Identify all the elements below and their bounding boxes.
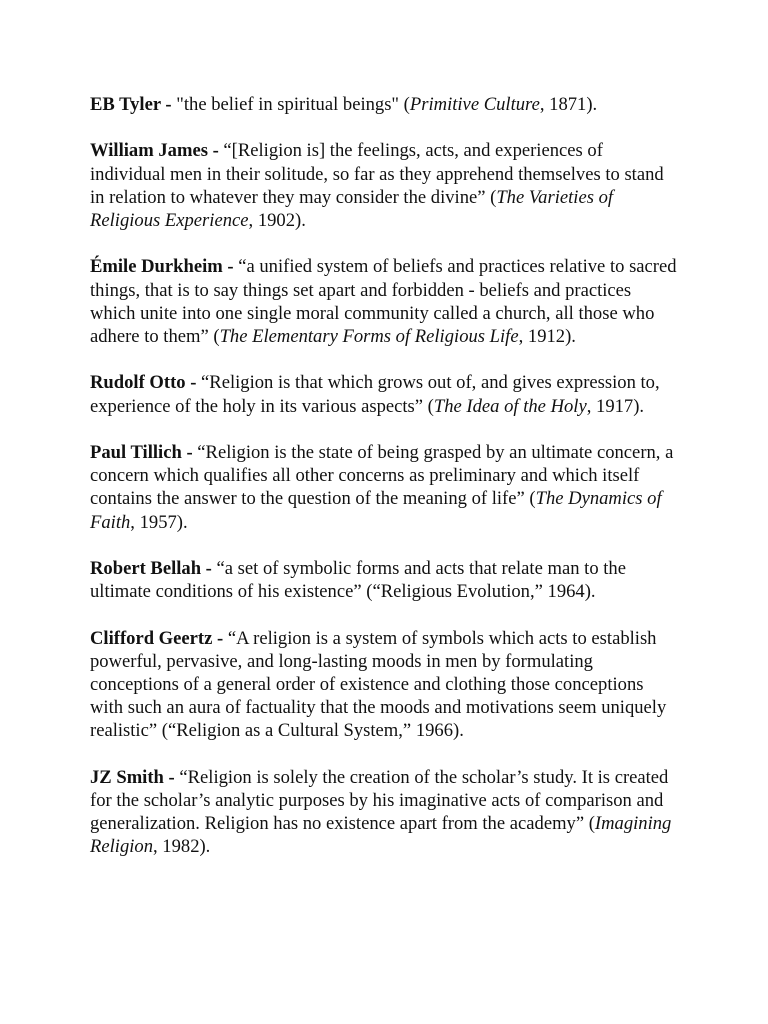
author-name: Paul Tillich -: [90, 441, 198, 463]
definition-entry-tillich: [90, 441, 678, 534]
definition-quote: “Religion is the state of being grasped by an ultimate concern, a concern which qualifies all other concerns as preliminary and which itself contains the answer to the question of the meaning of life” (: [90, 441, 674, 510]
definition-quote: “a unified system of beliefs and practices relative to sacred things, that is to say things set apart and forbidden - beliefs and practices which unite into one single moral community called a church, all those who adhere to them” (: [90, 256, 677, 347]
work-title: The Idea of the Holy: [433, 395, 587, 417]
citation-year: , 1871).: [539, 94, 598, 115]
definition-quote: “Religion is solely the creation of the scholar’s study. It is created for the scholar’s analytic purposes by his imaginative acts of comparison and generalization. Religion has no existence apart from the academy” (: [90, 766, 669, 835]
citation-year: , 1957).: [130, 511, 188, 533]
definition-entry-smith: [90, 766, 678, 859]
definition-entry-otto: [90, 371, 678, 417]
citation-year: , 1982).: [153, 836, 211, 858]
citation-year: , 1917).: [586, 395, 645, 417]
author-name: JZ Smith -: [90, 766, 180, 788]
definition-quote: “A religion is a system of symbols which acts to establish powerful, pervasive, and long-lasting moods in men by formulating conceptions of a general order of existence and clothing those conceptions with such an aura of factuality that the moods and motivations seem uniquely realistic” (“Religion as a Cultural System,” 1966).: [90, 627, 667, 742]
definition-entry-geertz: [90, 627, 678, 743]
citation-year: , 1912).: [518, 326, 576, 347]
work-title: The Dynamics of Faith: [90, 488, 662, 533]
work-title: The Elementary Forms of Religious Life: [219, 326, 519, 347]
definition-entry-james: [90, 139, 678, 232]
definition-quote: “a set of symbolic forms and acts that relate man to the ultimate conditions of his existence” (“Religious Evolution,” 1964).: [90, 557, 626, 603]
definition-entry-bellah: [90, 557, 678, 603]
definition-quote: “[Religion is] the feelings, acts, and experiences of individual men in their solitude, so far as they apprehend themselves to stand in relation to whatever they may consider the divine” (: [90, 140, 664, 208]
definition-quote: "the belief in spiritual beings" (: [176, 94, 410, 115]
work-title: Imagining Religion: [90, 813, 672, 858]
author-name: Clifford Geertz -: [90, 627, 228, 649]
author-name: Robert Bellah -: [90, 557, 217, 579]
work-title: Primitive Culture: [409, 94, 540, 115]
citation-year: , 1902).: [248, 210, 306, 231]
author-name: Émile Durkheim -: [90, 256, 239, 278]
definition-entry-durkheim: [90, 255, 678, 348]
definition-quote: “Religion is that which grows out of, and gives expression to, experience of the holy in its various aspects” (: [90, 372, 660, 417]
author-name: Rudolf Otto -: [90, 372, 202, 394]
author-name: William James -: [90, 140, 224, 162]
definitions-list: [90, 93, 678, 882]
author-name: EB Tyler -: [90, 94, 177, 115]
work-title: The Varieties of Religious Experience: [90, 186, 614, 231]
definition-entry-tyler: [90, 93, 678, 116]
